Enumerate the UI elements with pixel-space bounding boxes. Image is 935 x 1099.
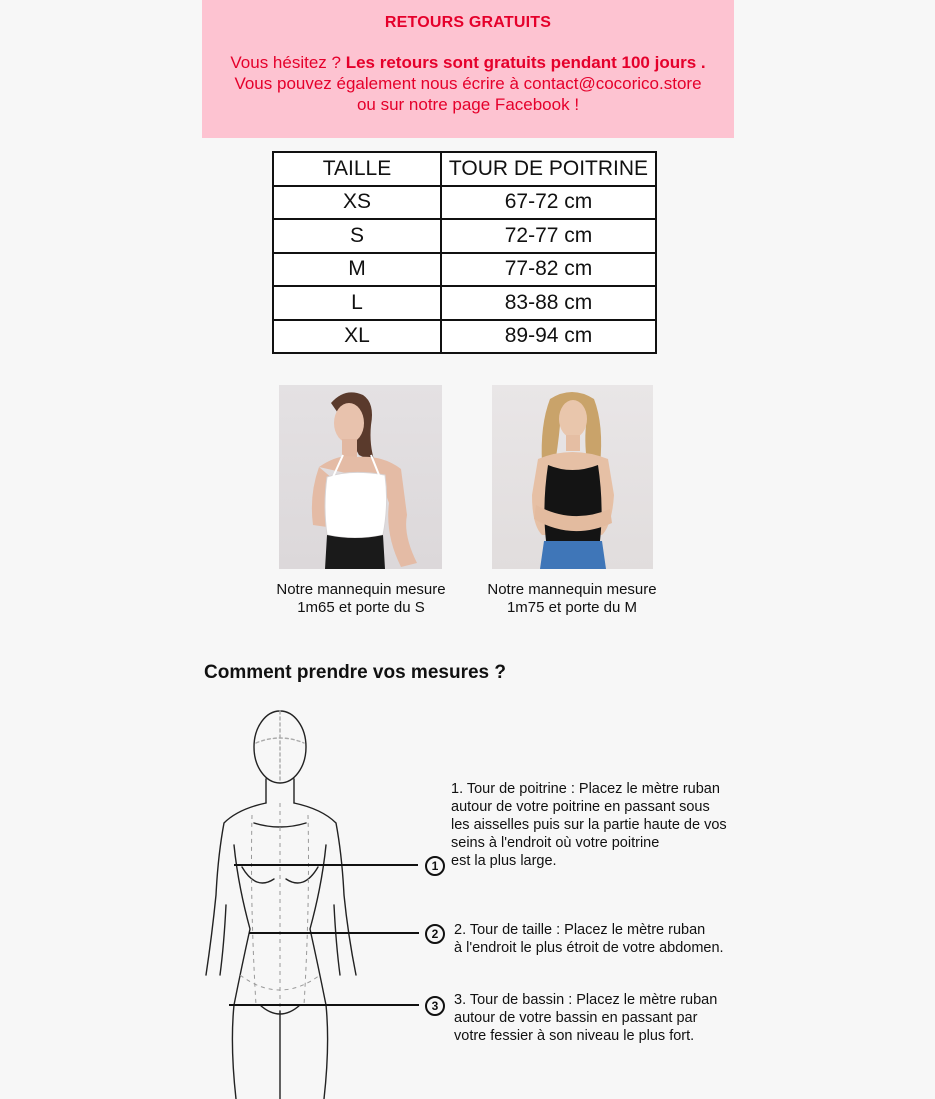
table-header-row [273,152,656,186]
table-row [273,320,656,354]
header-size: TAILLE [273,152,441,186]
chest-cell: 89-94 cm [441,320,656,354]
size-cell: L [273,286,441,320]
body-measurement-figure [190,705,440,1099]
size-cell: XS [273,186,441,220]
banner-line-1: Vous hésitez ? Les retours sont gratuits pendant 100 jours . [230,53,706,72]
size-table [272,151,657,354]
step-3-badge: 3 [425,996,445,1016]
size-cell: S [273,219,441,253]
waist-measure-line [249,932,419,934]
step-1-badge: 1 [425,856,445,876]
chest-measure-line [234,864,418,866]
banner-title: RETOURS GRATUITS [384,14,552,31]
header-chest: TOUR DE POITRINE [441,152,656,186]
table-row [273,186,656,220]
banner-line-2: Vous pouvez également nous écrire à contact@cocorico.store [234,74,702,93]
model-illustration [492,385,653,569]
chest-cell: 83-88 cm [441,286,656,320]
model-caption-1: Notre mannequin mesure 1m65 et porte du S [276,581,446,616]
banner-line-3: ou sur notre page Facebook ! [356,95,580,114]
banner-highlight: Les retours sont gratuits pendant 100 jours . [345,53,706,72]
table-row [273,253,656,287]
chest-cell: 77-82 cm [441,253,656,287]
step-2-badge: 2 [425,924,445,944]
step-3-instructions: 3. Tour de bassin : Placez le mètre ruban autour de votre bassin en passant par votre fessier à son niveau le plus fort. [454,992,718,1044]
table-row [273,286,656,320]
size-cell: M [273,253,441,287]
model-photo-black-top [492,385,653,569]
step-1-instructions: 1. Tour de poitrine : Placez le mètre ruban autour de votre poitrine en passant sous les aisselles puis sur la partie haute de vos seins à l'endroit où votre poitrine est la plus large. [451,781,727,869]
table-row [273,219,656,253]
model-illustration [279,385,442,569]
free-returns-banner [202,0,734,138]
size-cell: XL [273,320,441,354]
howto-title: Comment prendre vos mesures ? [204,662,506,683]
model-caption-2: Notre mannequin mesure 1m75 et porte du M [487,581,657,616]
hip-measure-line [229,1004,419,1006]
model-photo-white-top [279,385,442,569]
chest-cell: 67-72 cm [441,186,656,220]
step-2-instructions: 2. Tour de taille : Placez le mètre ruban à l'endroit le plus étroit de votre abdomen. [454,922,724,956]
chest-cell: 72-77 cm [441,219,656,253]
